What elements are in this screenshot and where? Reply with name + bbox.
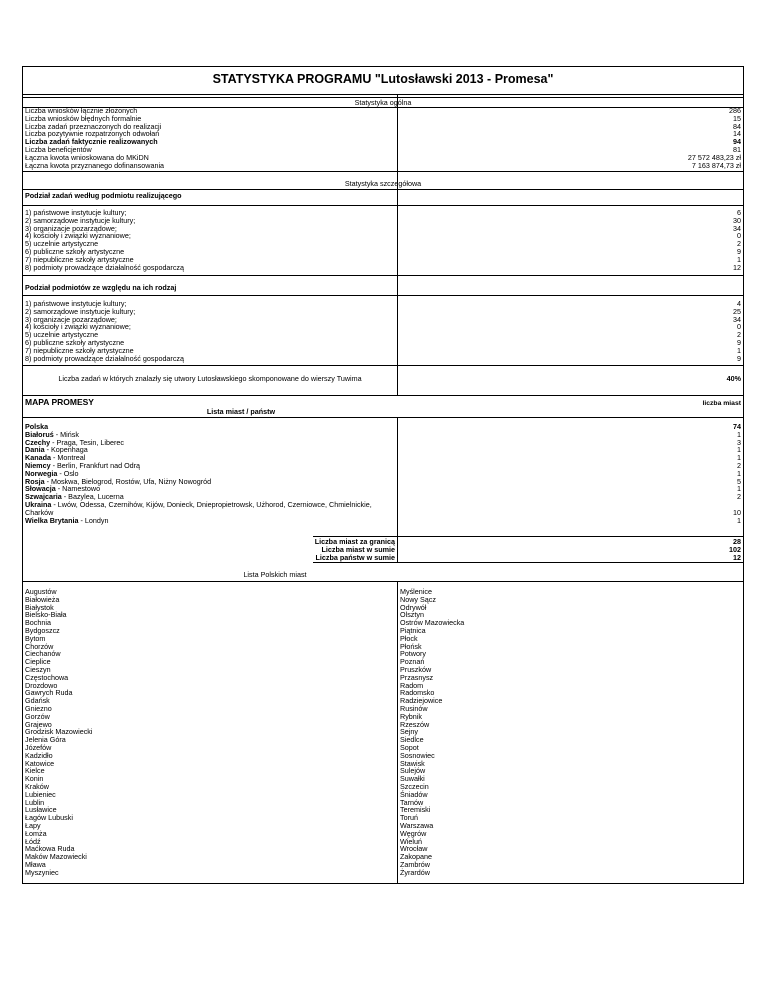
- polish-city: Radziejowice: [400, 696, 443, 706]
- polish-city: Płock: [400, 633, 418, 643]
- polish-city: Grajewo: [25, 719, 52, 729]
- total-row: [25, 554, 741, 562]
- country-cities: - Moskwa, Bielogrod, Rostów, Ufa, Niżny Nowogród: [44, 476, 212, 486]
- country-cities: - Praga, Tesin, Liberec: [50, 437, 124, 447]
- country-name: Czechy: [25, 437, 51, 447]
- task-entity-label: 5) uczelnie artystyczne: [25, 239, 99, 249]
- polish-city: Poznań: [400, 657, 425, 667]
- entity-type-row: [25, 316, 741, 324]
- general-stat-label: Łączna kwota przyznanego dofinansowania: [25, 160, 165, 170]
- country-row: [25, 439, 741, 447]
- polish-city: Wrocław: [400, 844, 428, 854]
- task-entity-row: [25, 240, 741, 248]
- total-value: 28: [733, 537, 741, 546]
- polish-city: Siedlce: [400, 735, 424, 745]
- tuwim-value: 40%: [726, 374, 741, 383]
- countries-list-header: Lista miast / państw: [206, 407, 276, 416]
- city-count-header: liczba miast: [702, 400, 741, 407]
- entity-type-row: [25, 355, 741, 363]
- polish-city: Drozdowo: [25, 680, 58, 690]
- polish-city: Białystok: [25, 602, 54, 612]
- polish-city: Zakopane: [400, 852, 432, 862]
- polish-city: Katowice: [25, 758, 55, 768]
- country-row: [25, 501, 741, 517]
- polish-city: Radomsko: [400, 688, 435, 698]
- general-stat-value: 94: [733, 137, 741, 147]
- detailed-stats-header: Statystyka szczegółowa: [344, 179, 422, 188]
- polish-city: Gorzów: [25, 711, 50, 721]
- polish-city: Węgrów: [400, 828, 427, 838]
- polish-city: Nowy Sącz: [400, 594, 436, 604]
- entity-type-value: 1: [737, 345, 741, 355]
- country-city-count: 2: [737, 492, 741, 502]
- polish-city: Potwory: [400, 649, 426, 659]
- country-cities: - Mińsk: [53, 429, 79, 439]
- general-stat-label: Liczba zadań faktycznie realizowanych: [25, 137, 158, 147]
- general-stat-value: 286: [729, 106, 741, 115]
- task-entity-label: 6) publiczne szkoły artystyczne: [25, 247, 125, 256]
- country-cities: - Londyn: [78, 515, 109, 525]
- task-entity-value: 0: [737, 231, 741, 241]
- section-title-tasks: Podział zadań według podmiotu realizującego: [25, 191, 182, 200]
- polish-city: Rybnik: [400, 711, 422, 721]
- polish-city: Kraków: [25, 781, 49, 791]
- task-entity-label: 1) państwowe instytucje kultury;: [25, 208, 127, 217]
- polish-city: Mława: [25, 859, 46, 869]
- entity-type-row: [25, 323, 741, 331]
- polish-city: Przasnysz: [400, 672, 434, 682]
- entity-type-value: 0: [737, 322, 741, 332]
- country-cities: - Montreal: [50, 453, 86, 463]
- polish-city: Grodzisk Mazowiecki: [25, 727, 93, 737]
- general-stat-value: 7 163 874,73 zł: [691, 160, 741, 170]
- total-label: Liczba miast za granicą: [314, 537, 395, 546]
- general-stat-value: 14: [733, 129, 741, 139]
- polish-city: Kielce: [25, 766, 45, 776]
- total-label: Liczba państw w sumie: [315, 552, 395, 562]
- country-city-count: 1: [737, 429, 741, 439]
- polish-cities-header: Lista Polskich miast: [243, 570, 307, 579]
- polish-city: Myślenice: [400, 587, 432, 596]
- country-city-count: 5: [737, 476, 741, 486]
- entity-type-label: 5) uczelnie artystyczne: [25, 330, 99, 340]
- country-row: [25, 431, 741, 439]
- polish-city: Bytom: [25, 633, 46, 643]
- polish-city: Augustów: [25, 587, 57, 596]
- task-entity-row: [25, 225, 741, 233]
- polish-city: Pruszków: [400, 664, 432, 674]
- country-row: [25, 485, 741, 493]
- country-name: Niemcy: [25, 461, 51, 470]
- total-value: 12: [733, 552, 741, 562]
- task-entity-row: [25, 232, 741, 240]
- polish-city: Lusławice: [25, 805, 57, 815]
- polish-city: Wieluń: [400, 836, 422, 846]
- polish-city: Rzeszów: [400, 719, 430, 729]
- polish-city: Bydgoszcz: [25, 625, 60, 635]
- polish-city: Jelenia Góra: [25, 735, 66, 745]
- polish-city: Sopot: [400, 742, 419, 752]
- country-city-count: 1: [737, 468, 741, 478]
- general-stat-label: Liczba zadań przeznaczonych do realizacji: [25, 121, 162, 131]
- country-row: [25, 517, 741, 525]
- polish-cities-right: [400, 588, 464, 876]
- polish-city: Myszyniec: [25, 867, 59, 877]
- task-entity-value: 30: [733, 215, 741, 225]
- country-city-count: 1: [737, 515, 741, 525]
- entity-type-value: 4: [737, 299, 741, 308]
- general-stat-label: Łączna kwota wnioskowana do MKiDN: [25, 152, 149, 162]
- country-cities-continued: Charków: [25, 507, 54, 517]
- polish-city: Tarnów: [400, 797, 424, 807]
- task-entity-label: 2) samorządowe instytucje kultury;: [25, 215, 136, 225]
- general-stat-row: [25, 162, 741, 170]
- polish-city: Olsztyn: [400, 610, 424, 620]
- general-stat-label: Liczba beneficjentów: [25, 145, 92, 154]
- country-name: Ukraina: [25, 500, 52, 509]
- task-entity-label: 8) podmioty prowadzące działalność gospodarczą: [25, 262, 185, 272]
- polish-city: Cieplice: [25, 657, 51, 667]
- polish-city: Sejny: [400, 727, 418, 737]
- country-name: Kanada: [25, 453, 51, 463]
- country-city-count: 1: [737, 445, 741, 455]
- entity-type-row: [25, 331, 741, 339]
- polish-city: Gdańsk: [25, 696, 50, 706]
- country-city-count: 2: [737, 461, 741, 470]
- country-label: [25, 517, 108, 525]
- country-city-count: 74: [733, 422, 741, 431]
- polish-city: Stawisk: [400, 758, 425, 768]
- polish-city: Śniadów: [400, 789, 428, 799]
- polish-city: Łapy: [25, 820, 41, 830]
- entity-type-value: 25: [733, 306, 741, 316]
- entity-type-row: [25, 308, 741, 316]
- polish-city: Sulejów: [400, 766, 426, 776]
- country-cities: - Bazylea, Lucerna: [61, 492, 124, 502]
- polish-city: Płońsk: [400, 641, 422, 651]
- polish-city: Lublin: [25, 797, 45, 807]
- country-name: Dania: [25, 445, 45, 455]
- task-entity-label: 4) kościoły i związki wyznaniowe;: [25, 231, 131, 241]
- polish-city: Odrywół: [400, 602, 427, 612]
- country-name: Białoruś: [25, 429, 54, 439]
- polish-city: Chorzów: [25, 641, 54, 651]
- general-stat-value: 15: [733, 113, 741, 123]
- entity-type-label: 1) państwowe instytucje kultury;: [25, 299, 127, 308]
- task-entity-value: 12: [733, 262, 741, 272]
- general-stats-header: Statystyka ogólna: [354, 98, 412, 107]
- country-name: Polska: [25, 422, 49, 431]
- country-row: [25, 478, 741, 486]
- country-row: [25, 423, 741, 431]
- polish-city: Cieszyn: [25, 664, 51, 674]
- country-cities: - Berlin, Frankfurt nad Odrą: [50, 461, 141, 470]
- entity-type-label: 8) podmioty prowadzące działalność gospodarczą: [25, 353, 185, 363]
- country-city-count: 1: [737, 453, 741, 463]
- polish-city: Łódź: [25, 836, 41, 846]
- polish-city: Bielsko-Biała: [25, 610, 67, 620]
- polish-city: Ciechanów: [25, 649, 61, 659]
- general-stat-value: 27 572 483,23 zł: [687, 152, 741, 162]
- entity-type-value: 9: [737, 338, 741, 347]
- tuwim-label: Liczba zadań w których znalazły się utwory Lutosławskiego skomponowane do wierszy Tuwima: [58, 374, 362, 383]
- task-entity-value: 9: [737, 247, 741, 256]
- country-label: [25, 501, 372, 509]
- task-entity-value: 1: [737, 254, 741, 264]
- polish-city: Gniezno: [25, 703, 52, 713]
- polish-city: Maćkowa Ruda: [25, 844, 75, 854]
- task-entity-row: [25, 217, 741, 225]
- polish-city: Konin: [25, 774, 44, 784]
- polish-city: Sosnowiec: [400, 750, 435, 760]
- country-name: Wielka Brytania: [25, 515, 79, 525]
- polish-city: Piątnica: [400, 625, 426, 635]
- country-cities: - Namestowo: [55, 484, 101, 494]
- task-entity-label: 3) organizacje pozarządowe;: [25, 223, 117, 233]
- polish-city: Zambrów: [400, 859, 430, 869]
- entity-type-label: 4) kościoły i związki wyznaniowe;: [25, 322, 131, 332]
- polish-city: Lubieniec: [25, 789, 56, 799]
- entity-type-label: 6) publiczne szkoły artystyczne: [25, 338, 125, 347]
- entity-type-label: 3) organizacje pozarządowe;: [25, 314, 117, 324]
- country-city-count: 10: [733, 507, 741, 517]
- polish-city: Częstochowa: [25, 672, 69, 682]
- polish-city: Józefów: [25, 742, 52, 752]
- polish-city: Łomża: [25, 828, 47, 838]
- general-stat-value: 84: [733, 121, 741, 131]
- polish-city: Białowieża: [25, 594, 60, 604]
- page-title: STATYSTYKA PROGRAMU "Lutosławski 2013 - Promesa": [212, 72, 554, 86]
- polish-city: Radom: [400, 680, 424, 690]
- task-entity-value: 2: [737, 239, 741, 249]
- country-name: Norwegia: [25, 468, 58, 478]
- country-name: Słowacja: [25, 484, 56, 494]
- polish-city: Żyrardów: [400, 867, 430, 877]
- entity-type-value: 2: [737, 330, 741, 340]
- polish-city: Gawrych Ruda: [25, 688, 73, 698]
- total-value: 102: [729, 544, 741, 554]
- country-cities: - Lwów, Odessa, Czernihów, Kijów, Donieck, Dniepropietrowsk, Użhorod, Czerniowce, Chmielnickie,: [51, 500, 372, 509]
- entity-type-label: 2) samorządowe instytucje kultury;: [25, 306, 136, 316]
- total-label: Liczba miast w sumie: [321, 544, 395, 554]
- polish-city: Suwałki: [400, 774, 425, 784]
- section-title-entities: Podział podmiotów ze względu na ich rodzaj: [25, 283, 177, 292]
- country-row: [25, 462, 741, 470]
- general-stat-label: Liczba wniosków łącznie złożonych: [25, 106, 138, 115]
- country-city-count: 1: [737, 484, 741, 494]
- polish-city: Teremiski: [400, 805, 431, 815]
- general-stat-label: Liczba wniosków błędnych formalnie: [25, 113, 142, 123]
- polish-city: Kadzidło: [25, 750, 53, 760]
- polish-city: Warszawa: [400, 820, 434, 830]
- general-stat-value: 81: [733, 145, 741, 154]
- entity-type-label: 7) niepubliczne szkoły artystyczne: [25, 345, 134, 355]
- task-entity-value: 34: [733, 223, 741, 233]
- divider: [23, 94, 743, 95]
- polish-city: Łagów Lubuski: [25, 813, 73, 823]
- polish-city: Ostrów Mazowiecka: [400, 618, 465, 628]
- map-title: MAPA PROMESY: [25, 397, 94, 407]
- entity-type-value: 9: [737, 353, 741, 363]
- country-cities: - Kopenhaga: [44, 445, 88, 455]
- general-stat-row: [25, 138, 741, 146]
- polish-city: Toruń: [400, 813, 418, 823]
- polish-city: Bochnia: [25, 618, 51, 628]
- country-city-count: 3: [737, 437, 741, 447]
- task-entity-row: [25, 264, 741, 272]
- general-stat-label: Liczba pozytywnie rozpatrzonych odwołań: [25, 129, 160, 139]
- country-row: [25, 446, 741, 454]
- statistics-sheet: [22, 66, 744, 884]
- polish-city: Maków Mazowiecki: [25, 852, 87, 862]
- polish-city: Rusinów: [400, 703, 428, 713]
- polish-cities-left: [25, 588, 93, 876]
- task-entity-label: 7) niepubliczne szkoły artystyczne: [25, 254, 134, 264]
- country-name: Szwajcaria: [25, 492, 62, 502]
- polish-city: Szczecin: [400, 781, 429, 791]
- entity-type-value: 34: [733, 314, 741, 324]
- task-entity-value: 6: [737, 208, 741, 217]
- country-name: Rosja: [25, 476, 45, 486]
- country-cities: - Oslo: [57, 468, 79, 478]
